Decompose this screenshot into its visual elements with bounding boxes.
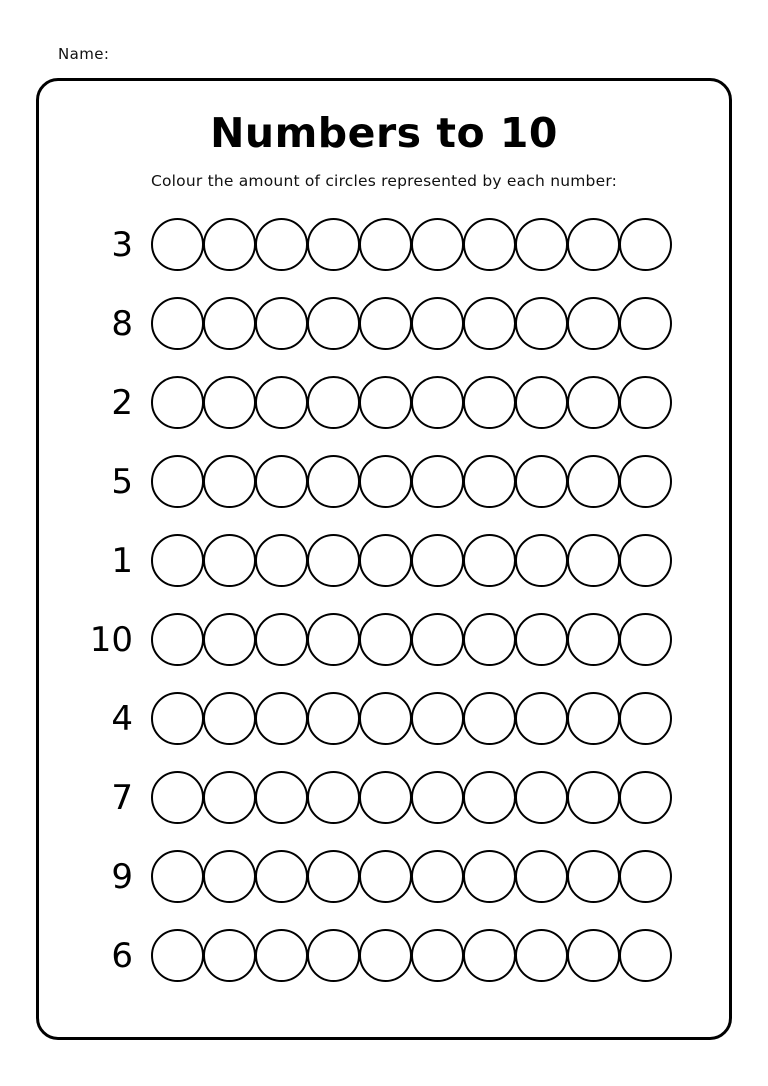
circle-cell[interactable] [411,534,464,587]
circle-cell[interactable] [619,376,672,429]
circle-cell[interactable] [515,771,568,824]
circle-cell[interactable] [307,613,360,666]
name-label: Name: [58,45,110,63]
circle-group [151,692,671,745]
circle-cell[interactable] [567,534,620,587]
circle-cell[interactable] [567,297,620,350]
row-number: 7 [111,777,133,818]
circle-cell[interactable] [307,455,360,508]
worksheet-row [39,679,729,758]
circle-cell[interactable] [359,455,412,508]
worksheet-row [39,521,729,600]
circle-cell[interactable] [411,218,464,271]
circle-cell[interactable] [203,929,256,982]
circle-cell[interactable] [463,376,516,429]
circle-group [151,376,671,429]
circle-group [151,297,671,350]
circle-cell[interactable] [307,692,360,745]
circle-cell[interactable] [619,929,672,982]
worksheet-row [39,205,729,284]
circle-cell[interactable] [567,455,620,508]
circle-group [151,929,671,982]
circle-cell[interactable] [411,455,464,508]
circle-cell[interactable] [567,613,620,666]
circle-cell[interactable] [463,613,516,666]
row-number: 8 [111,303,133,344]
circle-cell[interactable] [359,534,412,587]
worksheet-row [39,837,729,916]
circle-cell[interactable] [411,297,464,350]
circle-group [151,218,671,271]
circle-cell[interactable] [567,771,620,824]
circle-cell[interactable] [151,376,204,429]
worksheet-row [39,363,729,442]
circle-cell[interactable] [411,613,464,666]
circle-cell[interactable] [255,929,308,982]
row-number: 1 [111,540,133,581]
circle-cell[interactable] [411,376,464,429]
worksheet-content [39,81,729,1037]
circle-cell[interactable] [359,771,412,824]
circle-cell[interactable] [515,297,568,350]
circle-cell[interactable] [619,771,672,824]
circle-cell[interactable] [203,376,256,429]
worksheet-row [39,600,729,679]
circle-cell[interactable] [359,218,412,271]
circle-cell[interactable] [359,376,412,429]
circle-cell[interactable] [411,692,464,745]
circle-cell[interactable] [307,771,360,824]
circle-cell[interactable] [151,692,204,745]
circle-cell[interactable] [255,218,308,271]
circle-cell[interactable] [463,850,516,903]
circle-group [151,613,671,666]
circle-cell[interactable] [151,613,204,666]
circle-cell[interactable] [203,297,256,350]
circle-cell[interactable] [151,297,204,350]
circle-cell[interactable] [463,929,516,982]
circle-cell[interactable] [619,613,672,666]
circle-cell[interactable] [359,850,412,903]
circle-cell[interactable] [255,850,308,903]
circle-cell[interactable] [307,297,360,350]
circle-cell[interactable] [359,692,412,745]
row-number: 9 [111,856,133,897]
circle-cell[interactable] [203,850,256,903]
circle-cell[interactable] [255,376,308,429]
circle-cell[interactable] [619,850,672,903]
circle-cell[interactable] [515,692,568,745]
row-number: 10 [89,619,133,660]
circle-cell[interactable] [463,297,516,350]
circle-cell[interactable] [255,455,308,508]
circle-cell[interactable] [255,613,308,666]
circle-cell[interactable] [203,692,256,745]
circle-group [151,850,671,903]
circle-cell[interactable] [151,218,204,271]
circle-group [151,455,671,508]
worksheet-row [39,284,729,363]
circle-cell[interactable] [515,218,568,271]
circle-cell[interactable] [307,218,360,271]
circle-cell[interactable] [567,929,620,982]
circle-cell[interactable] [411,771,464,824]
circle-cell[interactable] [203,771,256,824]
circle-cell[interactable] [359,929,412,982]
circle-cell[interactable] [255,771,308,824]
circle-cell[interactable] [151,850,204,903]
circle-cell[interactable] [619,297,672,350]
circle-cell[interactable] [619,218,672,271]
circle-cell[interactable] [203,218,256,271]
circle-cell[interactable] [151,455,204,508]
row-number: 5 [111,461,133,502]
worksheet-row [39,916,729,995]
circle-cell[interactable] [515,850,568,903]
circle-cell[interactable] [151,534,204,587]
circle-cell[interactable] [307,929,360,982]
circle-group [151,771,671,824]
circle-cell[interactable] [567,218,620,271]
circle-cell[interactable] [567,692,620,745]
circle-cell[interactable] [515,376,568,429]
worksheet-rows [39,205,729,995]
circle-cell[interactable] [567,376,620,429]
circle-cell[interactable] [619,534,672,587]
circle-cell[interactable] [359,613,412,666]
page-title: Numbers to 10 [210,109,558,157]
circle-cell[interactable] [515,929,568,982]
circle-cell[interactable] [515,455,568,508]
circle-cell[interactable] [255,534,308,587]
row-number: 3 [111,224,133,265]
circle-cell[interactable] [203,455,256,508]
row-number: 6 [111,935,133,976]
circle-cell[interactable] [307,534,360,587]
circle-cell[interactable] [307,850,360,903]
circle-cell[interactable] [359,297,412,350]
circle-cell[interactable] [619,692,672,745]
worksheet-row [39,758,729,837]
circle-cell[interactable] [203,534,256,587]
circle-cell[interactable] [463,692,516,745]
circle-cell[interactable] [411,850,464,903]
instructions-text: Colour the amount of circles represented by each number: [150,172,618,190]
circle-cell[interactable] [463,455,516,508]
circle-cell[interactable] [515,534,568,587]
circle-cell[interactable] [255,297,308,350]
worksheet-row [39,442,729,521]
circle-cell[interactable] [411,929,464,982]
circle-cell[interactable] [203,613,256,666]
circle-cell[interactable] [463,218,516,271]
row-number: 4 [111,698,133,739]
row-number: 2 [111,382,133,423]
circle-cell[interactable] [463,534,516,587]
circle-cell[interactable] [151,771,204,824]
circle-group [151,534,671,587]
circle-cell[interactable] [151,929,204,982]
worksheet-frame [36,78,732,1040]
circle-cell[interactable] [619,455,672,508]
circle-cell[interactable] [307,376,360,429]
circle-cell[interactable] [255,692,308,745]
circle-cell[interactable] [515,613,568,666]
circle-cell[interactable] [463,771,516,824]
circle-cell[interactable] [567,850,620,903]
